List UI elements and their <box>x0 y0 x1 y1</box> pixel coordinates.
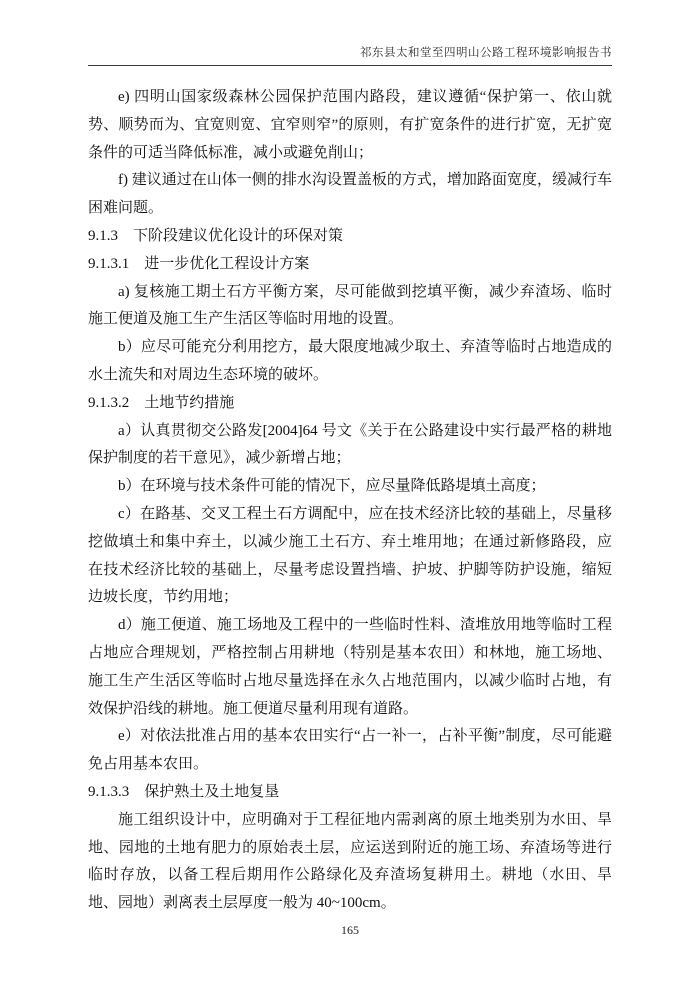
paragraph-topsoil-reclamation: 施工组织设计中，应明确对于工程征地内需剥离的原土地类别为水田、旱地、园地的土地有肥力的原始表土层，应运送到附近的施工场、弃渣场等进行临时存放，以备工程后期用作公路绿化及弃渣场复耕用土。耕地（水田、旱地、园地）剥离表土层厚度一般为 40~100cm。 <box>88 811 612 912</box>
page-number: 165 <box>341 923 359 937</box>
document-body <box>88 84 612 918</box>
paragraph-e-basic-farmland: e）对依法批准占用的基本农田实行“占一补一，占补平衡”制度，尽可能避免占用基本农田。 <box>88 728 612 773</box>
section-heading-9-1-3-1: 9.1.3.1 进一步优化工程设计方案 <box>88 255 310 272</box>
paragraph-b-use-excavation: b）应尽可能充分利用挖方，最大限度地减少取土、弃渣等临时占地造成的水土流失和对周边生态环境的破坏。 <box>88 339 612 383</box>
section-heading-9-1-3-2: 9.1.3.2 土地节约措施 <box>88 394 235 411</box>
running-header: 祁东县太和堂至四明山公路工程环境影响报告书 <box>88 44 612 66</box>
paragraph-a-farmland-policy: a）认真贯彻交公路发[2004]64 号文《关于在公路建设中实行最严格的耕地保护制度的若干意见》，减少新增占地； <box>88 422 612 467</box>
paragraph-b-embankment-height: b）在环境与技术条件可能的情况下，应尽量降低路堤填土高度； <box>118 478 546 495</box>
section-heading-9-1-3: 9.1.3 下阶段建议优化设计的环保对策 <box>88 227 344 244</box>
paragraph-c-earthwork-dispatch: c）在路基、交叉工程土石方调配中，应在技术经济比较的基础上，尽量移挖做填土和集中弃土，以减少施工土石方、弃土堆用地；在通过新修路段，应在技术经济比较的基础上，尽量考虑设置挡墙、护坡、护脚等防护设施，缩短边坡长度，节约用地； <box>88 505 612 606</box>
paragraph-d-temporary-land: d）施工便道、施工场地及工程中的一些临时性料、渣堆放用地等临时工程占地应合理规划，严格控制占用耕地（特别是基本农田）和林地，施工场地、施工生产生活区等临时占地尽量选择在永久占地范围内，以减少临时占地，有效保护沿线的耕地。施工便道尽量利用现有道路。 <box>88 617 612 717</box>
section-heading-9-1-3-3: 9.1.3.3 保护熟土及土地复垦 <box>88 783 280 800</box>
paragraph-f-drainage-cover: f) 建议通过在山体一侧的排水沟设置盖板的方式，增加路面宽度，缓减行车困难问题。 <box>88 172 612 217</box>
paragraph-a-earthwork-balance: a) 复核施工期土石方平衡方案，尽可能做到挖填平衡，减少弃渣场、临时施工便道及施工生产生活区等临时用地的设置。 <box>88 283 612 328</box>
paragraph-e-park-protection: e) 四明山国家级森林公园保护范围内路段，建议遵循“保护第一、依山就势、顺势而为、宜宽则宽、宜窄则窄”的原则，有扩宽条件的进行扩宽，无扩宽条件的可适当降低标准，减小或避免削山； <box>88 89 612 161</box>
